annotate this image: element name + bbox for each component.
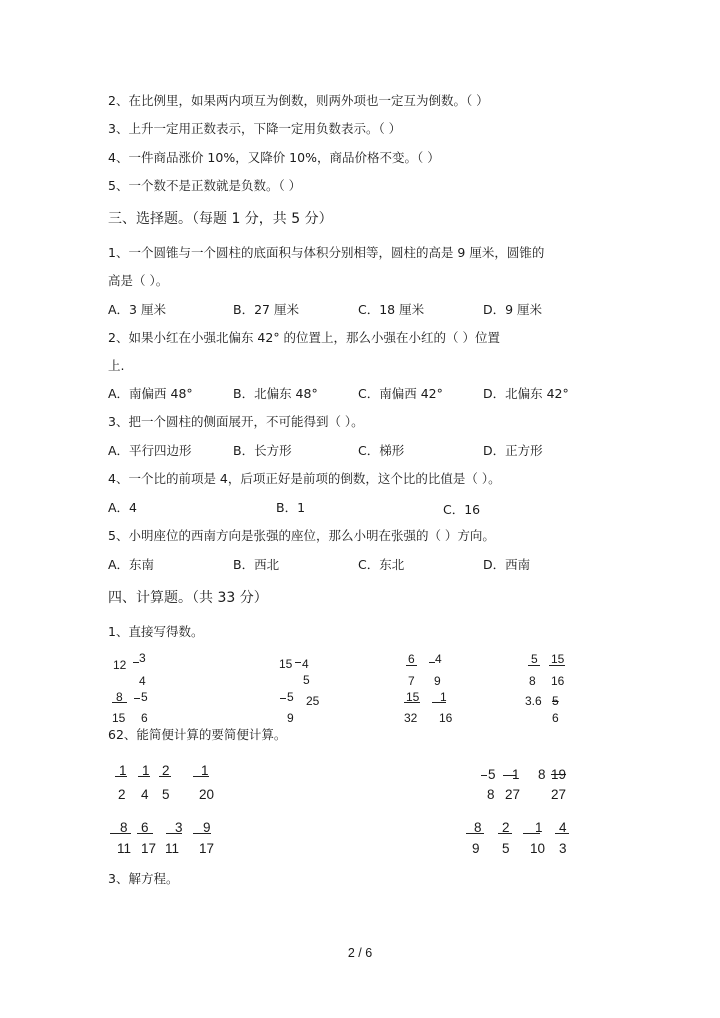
choice-q2-line1: 2、如果小红在小强北偏东 42° 的位置上，那么小强在小红的（ ）位置 <box>108 330 501 345</box>
expr2-den: 5 <box>303 673 310 687</box>
simp1-den1: 2 <box>118 787 126 802</box>
simp1-num2: 1 <box>142 763 150 778</box>
choice-q1-option-a: A．3 厘米 <box>108 302 166 317</box>
choice-q3-line: 3、把一个圆柱的侧面展开，不可能得到（ ）。 <box>108 414 364 429</box>
expr7-den2: 16 <box>439 711 453 725</box>
simp3-num4: 9 <box>203 820 211 835</box>
simp1-num3: 2 <box>162 763 170 778</box>
simp4-bar4 <box>555 833 569 834</box>
expr6-whole: 25 <box>306 694 320 708</box>
choice-q3-option-d: D．正方形 <box>483 443 543 458</box>
simp4-num2: 2 <box>502 820 510 835</box>
choice-q3-option-a: A．平行四边形 <box>108 443 192 458</box>
choice-q5-option-a: A．东南 <box>108 557 155 572</box>
expr1-whole: 12 <box>113 658 127 672</box>
expr2-num: 4 <box>302 657 309 671</box>
expr5-num1: 8 <box>116 690 123 704</box>
choice-q5-line: 5、小明座位的西南方向是张强的座位，那么小明在张强的（ ）方向。 <box>108 528 495 543</box>
expr7-num2: 1 <box>440 690 447 704</box>
choice-q1-option-b: B．27 厘米 <box>233 302 299 317</box>
simp1-bar1 <box>115 776 127 777</box>
expr7-bar1 <box>404 702 420 703</box>
judgement-item-4: 4、一件商品涨价 10%，又降价 10%，商品价格不变。（ ） <box>108 150 440 165</box>
simp1-den3: 5 <box>162 787 170 802</box>
expr4-num2: 15 <box>551 652 565 666</box>
simp2-den2: 27 <box>505 787 521 802</box>
simp2-num1: 5 <box>488 767 496 782</box>
choice-q2-option-b: B．北偏东 48° <box>233 386 318 401</box>
choice-q5-option-b: B．西北 <box>233 557 280 572</box>
choice-q5-option-d: D．西南 <box>483 557 531 572</box>
simp3-den2: 17 <box>141 841 157 856</box>
simp2-num3: 8 <box>538 767 546 782</box>
judgement-item-3: 3、上升一定用正数表示，下降一定用负数表示。（ ） <box>108 121 402 136</box>
simp4-den2: 5 <box>502 841 510 856</box>
expr4-bar2 <box>549 665 565 666</box>
simp3-den4: 17 <box>199 841 215 856</box>
simp4-bar2 <box>498 833 512 834</box>
calc-sub1-title: 1、直接写得数。 <box>108 624 204 639</box>
expr5-num2: 5 <box>141 690 148 704</box>
simp1-num1: 1 <box>119 763 127 778</box>
expr7-den1: 32 <box>404 711 418 725</box>
choice-q4-option-c: C．16 <box>443 502 481 517</box>
simp3-num1: 8 <box>120 820 128 835</box>
expr1-den: 4 <box>139 674 146 688</box>
expr3-bar1 <box>406 665 417 666</box>
expr8-whole: 3.6 <box>525 694 542 708</box>
choice-q1-option-d: D．9 厘米 <box>483 302 543 317</box>
simp2-den1: 8 <box>487 787 495 802</box>
expr4-den1: 8 <box>529 674 536 688</box>
simp4-den4: 3 <box>559 841 567 856</box>
choice-q4-option-b: B．1 <box>276 500 306 515</box>
choice-q3-option-b: B．长方形 <box>233 443 292 458</box>
choice-q4-option-a: A．4 <box>108 500 138 515</box>
expr4-den2: 16 <box>551 674 565 688</box>
expr5-den2: 6 <box>141 711 148 725</box>
simp2-num2: 1 <box>512 767 520 782</box>
expr4-bar1 <box>528 665 540 666</box>
expr5-den1: 15 <box>112 711 126 725</box>
expr4-num1: 5 <box>531 652 538 666</box>
simp1-bar2 <box>138 776 150 777</box>
choice-q1-line2: 高是（ ）。 <box>108 273 169 288</box>
simp3-num3: 3 <box>175 820 183 835</box>
expr2-whole: 15 <box>279 657 293 671</box>
expr5-bar1 <box>112 702 127 703</box>
expr3-num1: 6 <box>408 652 415 666</box>
simp4-den3: 10 <box>530 841 546 856</box>
expr3-den2: 9 <box>434 674 441 688</box>
expr6-num: 5 <box>287 690 294 704</box>
simp4-den1: 9 <box>472 841 480 856</box>
simp4-num1: 8 <box>474 820 482 835</box>
simp1-den2: 4 <box>141 787 149 802</box>
judgement-item-5: 5、一个数不是正数就是负数。（ ） <box>108 178 302 193</box>
simp2-minus1 <box>481 775 487 776</box>
judgement-item-2: 2、在比例里，如果两内项互为倒数，则两外项也一定互为倒数。（ ） <box>108 93 489 108</box>
choice-q1-option-c: C．18 厘米 <box>358 302 425 317</box>
simp1-den4: 20 <box>199 787 215 802</box>
simp3-bar2 <box>137 833 153 834</box>
choice-q3-option-c: C．梯形 <box>358 443 405 458</box>
expr7-num1: 15 <box>406 690 420 704</box>
calc-sub2-title: 62、能简便计算的要简便计算。 <box>108 727 287 742</box>
simp3-den1: 11 <box>117 841 132 856</box>
choice-q2-line2: 上. <box>108 358 125 373</box>
simp3-num2: 6 <box>141 820 149 835</box>
expr5-minus <box>134 698 140 699</box>
choice-q2-option-d: D．北偏东 42° <box>483 386 569 401</box>
choice-q2-option-a: A．南偏西 48° <box>108 386 193 401</box>
choice-q2-option-c: C．南偏西 42° <box>358 386 443 401</box>
simp2-num4: 19 <box>551 767 567 782</box>
calc-sub3-title: 3、解方程。 <box>108 871 179 886</box>
simp1-bar3 <box>159 776 171 777</box>
calc-heading: 四、计算题。（共 33 分） <box>108 590 268 606</box>
choice-q4-line: 4、一个比的前项是 4，后项正好是前项的倒数，这个比的比值是（ ）。 <box>108 471 501 486</box>
simp4-num3: 1 <box>535 820 543 835</box>
page-number: 2 / 6 <box>347 946 373 960</box>
choice-q5-option-c: C．东北 <box>358 557 405 572</box>
expr8-num: 5 <box>552 694 559 708</box>
expr6-minus <box>280 698 286 699</box>
expr3-num2: 4 <box>435 652 442 666</box>
simp2-den3: 27 <box>551 787 567 802</box>
expr2-minus <box>295 662 301 663</box>
expr8-den: 6 <box>552 711 559 725</box>
simp1-num4: 1 <box>201 763 209 778</box>
choice-heading: 三、选择题。（每题 1 分，共 5 分） <box>108 211 333 227</box>
simp3-den3: 11 <box>165 841 180 856</box>
choice-q1-line1: 1、一个圆锥与一个圆柱的底面积与体积分别相等，圆柱的高是 9 厘米，圆锥的 <box>108 245 545 260</box>
expr3-den1: 7 <box>408 674 415 688</box>
expr1-num: 3 <box>139 651 146 665</box>
simp4-num4: 4 <box>559 820 567 835</box>
expr6-den: 9 <box>287 711 294 725</box>
